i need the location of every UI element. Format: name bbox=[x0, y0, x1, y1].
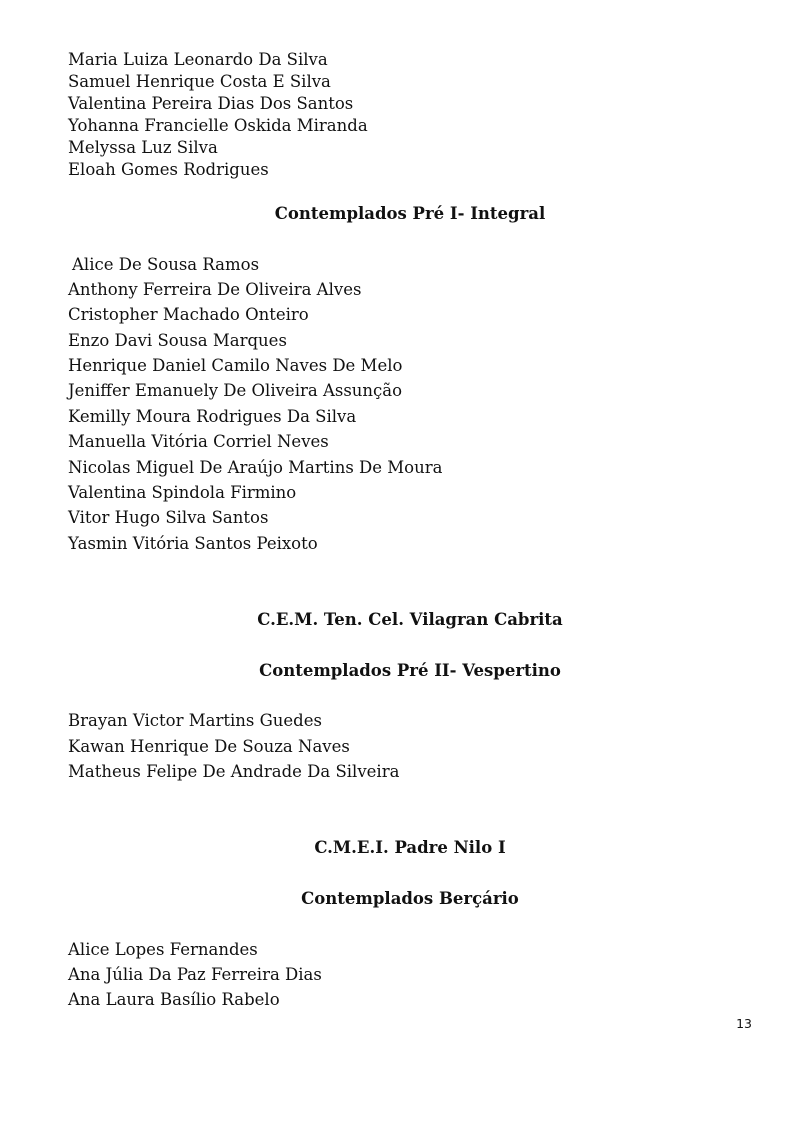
student-name: Samuel Henrique Costa E Silva bbox=[68, 72, 331, 91]
section-heading: Contemplados Pré I- Integral bbox=[274, 204, 546, 223]
school-heading: C.M.E.I. Padre Nilo I bbox=[314, 838, 506, 857]
student-name: Kawan Henrique De Souza Naves bbox=[68, 737, 350, 756]
school-heading: C.E.M. Ten. Cel. Vilagran Cabrita bbox=[257, 610, 563, 629]
student-name: Yasmin Vitória Santos Peixoto bbox=[68, 534, 318, 553]
student-name: Enzo Davi Sousa Marques bbox=[68, 331, 287, 350]
student-name: Brayan Victor Martins Guedes bbox=[68, 711, 322, 730]
student-name: Valentina Pereira Dias Dos Santos bbox=[68, 94, 354, 113]
student-name: Manuella Vitória Corriel Neves bbox=[68, 432, 329, 451]
student-name: Yohanna Francielle Oskida Miranda bbox=[68, 116, 368, 135]
section-heading: Contemplados Pré II- Vespertino bbox=[259, 661, 561, 680]
student-name: Melyssa Luz Silva bbox=[68, 138, 218, 157]
student-name: Vitor Hugo Silva Santos bbox=[68, 508, 269, 527]
page-number: 13 bbox=[736, 1016, 752, 1031]
student-name: Cristopher Machado Onteiro bbox=[68, 305, 309, 324]
student-name: Maria Luiza Leonardo Da Silva bbox=[68, 50, 328, 69]
student-name: Anthony Ferreira De Oliveira Alves bbox=[68, 280, 362, 299]
student-name: Ana Júlia Da Paz Ferreira Dias bbox=[68, 965, 322, 984]
student-name: Matheus Felipe De Andrade Da Silveira bbox=[68, 762, 400, 781]
student-name: Alice De Sousa Ramos bbox=[72, 255, 260, 274]
section-heading: Contemplados Berçário bbox=[301, 889, 519, 908]
student-name: Eloah Gomes Rodrigues bbox=[68, 160, 269, 179]
student-name: Nicolas Miguel De Araújo Martins De Moura bbox=[68, 458, 443, 477]
student-name: Jeniffer Emanuely De Oliveira Assunção bbox=[68, 381, 403, 400]
student-name: Alice Lopes Fernandes bbox=[68, 940, 258, 959]
student-name: Kemilly Moura Rodrigues Da Silva bbox=[68, 407, 357, 426]
student-name: Valentina Spindola Firmino bbox=[68, 483, 297, 502]
student-name: Henrique Daniel Camilo Naves De Melo bbox=[68, 356, 403, 375]
student-name: Ana Laura Basílio Rabelo bbox=[68, 990, 280, 1009]
